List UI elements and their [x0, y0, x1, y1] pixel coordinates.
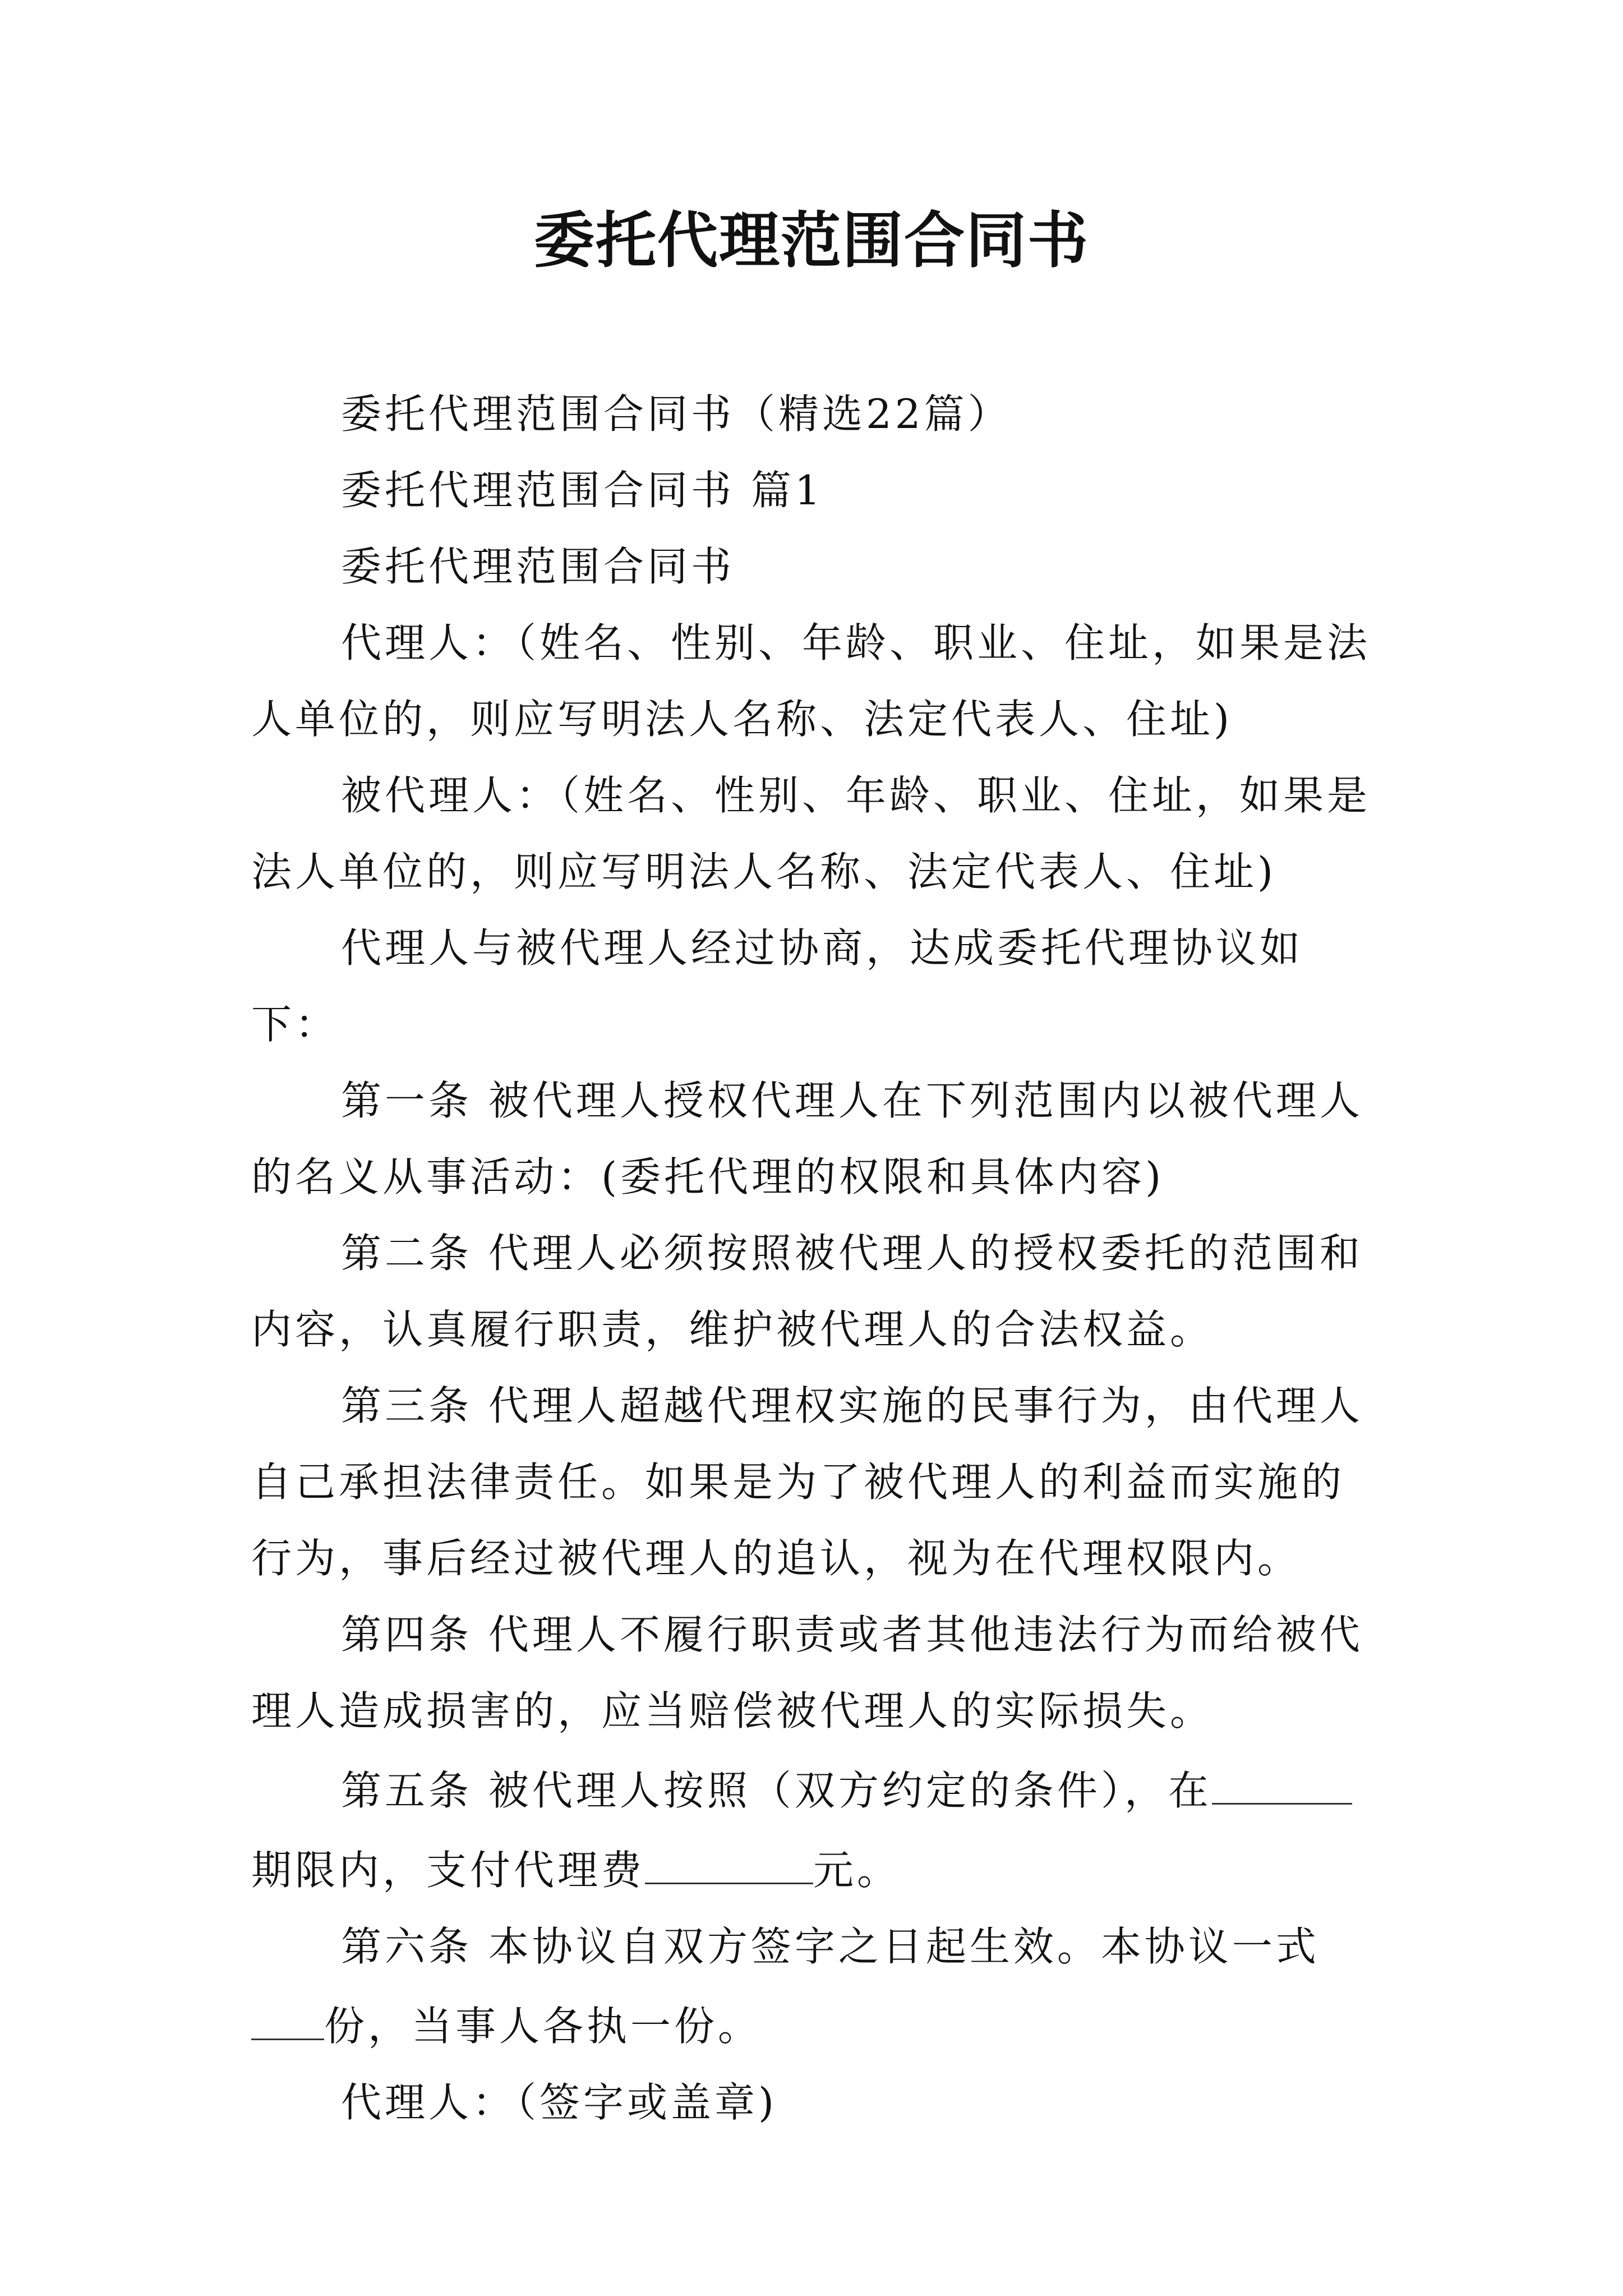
article-5-text-b: 期限内，支付代理费	[251, 1847, 645, 1894]
document-title: 委托代理范围合同书	[533, 206, 1089, 276]
article-1: 第一条 被代理人授权代理人在下列范围内以被代理人的名义从事活动：(委托代理的权限和具体内容)	[251, 1077, 1363, 1200]
subtitle-selection: 委托代理范围合同书（精选22篇）	[341, 390, 1012, 438]
agent-signature-line: 代理人：（签字或盖章)	[341, 2079, 778, 2126]
article-3: 第三条 代理人超越代理权实施的民事行为，由代理人自己承担法律责任。如果是为了被代理人的利益而实施的行为，事后经过被代理人的追认，视为在代理权限内。	[251, 1382, 1363, 1582]
article-6-text-a: 第六条 本协议自双方签字之日起生效。本协议一式	[341, 1923, 1320, 1970]
article-5-text-c: 元。	[813, 1847, 901, 1894]
principal-info: 被代理人：（姓名、性别、年龄、职业、住址，如果是法人单位的，则应写明法人名称、法定代表人、住址)	[251, 772, 1371, 895]
article-5	[251, 1749, 1384, 1908]
article-2: 第二条 代理人必须按照被代理人的授权委托的范围和内容，认真履行职责，维护被代理人的合法权益。	[251, 1230, 1363, 1353]
document-body	[251, 376, 1384, 2141]
agreement-intro: 代理人与被代理人经过协商，达成委托代理协议如下：	[251, 924, 1304, 1048]
term-blank	[1212, 1749, 1352, 1805]
article-6-text-b: 份，当事人各执一份。	[324, 2003, 762, 2050]
fee-blank	[645, 1829, 813, 1884]
article-4: 第四条 代理人不履行职责或者其他违法行为而给被代理人造成损害的，应当赔偿被代理人的实际损失。	[251, 1611, 1363, 1734]
agent-info: 代理人：（姓名、性别、年龄、职业、住址，如果是法人单位的，则应写明法人名称、法定代表人、住址)	[251, 619, 1371, 743]
article-5-text-a: 第五条 被代理人按照（双方约定的条件），在	[341, 1767, 1212, 1814]
section-heading: 委托代理范围合同书 篇1	[341, 467, 824, 514]
copies-blank	[251, 1985, 324, 2040]
article-6	[251, 1908, 1384, 2064]
contract-name: 委托代理范围合同书	[341, 543, 735, 590]
